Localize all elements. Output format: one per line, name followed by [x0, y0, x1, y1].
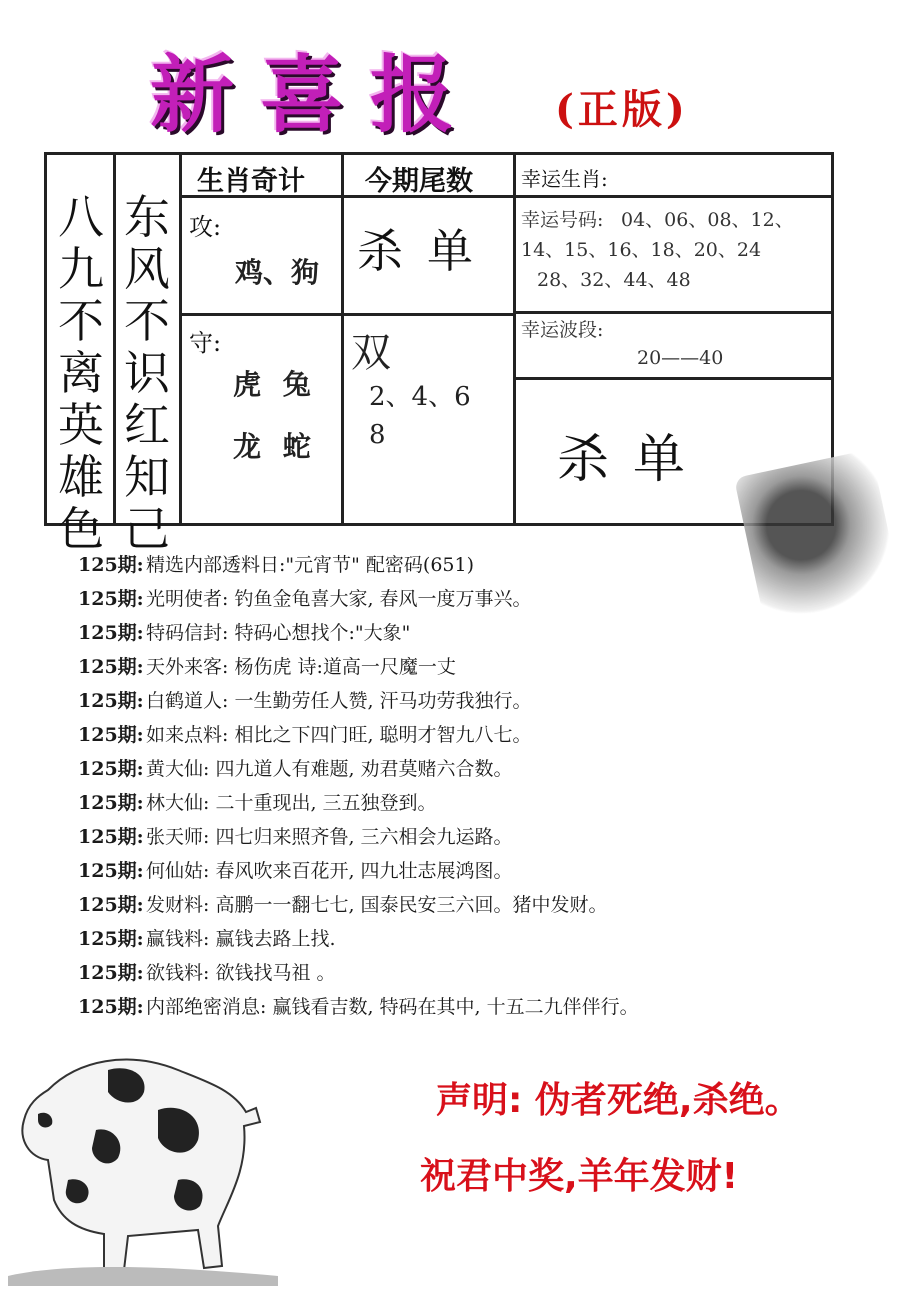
list-item: 125期: 天外来客: 杨伤虎 诗:道高一尺魔一丈	[78, 656, 456, 678]
lucky-numbers-line1: 04、06、08、12、	[621, 209, 794, 231]
page-title: 新喜报	[150, 45, 481, 144]
info-table	[44, 152, 834, 556]
defend-label: 守:	[189, 329, 222, 357]
attack-value: 鸡、狗	[235, 256, 320, 289]
cow-illustration	[8, 1030, 278, 1286]
list-item: 125期: 黄大仙: 四九道人有难题, 劝君莫赌六合数。	[78, 758, 513, 780]
tail-kill: 杀单	[357, 224, 497, 278]
edition-label: (正版)	[555, 86, 689, 133]
left-slogan-2: 东风不识红知己	[124, 190, 170, 556]
prediction-list	[78, 548, 838, 1024]
list-item: 125期: 特码信封: 特码心想找个:"大象"	[78, 622, 411, 644]
list-item: 125期: 白鹤道人: 一生勤劳任人赞, 汗马功劳我独行。	[78, 690, 532, 712]
list-item: 125期: 张天师: 四七归来照齐鲁, 三六相会九运路。	[78, 826, 513, 848]
list-item: 125期: 精选内部透料日:"元宵节" 配密码(651)	[78, 554, 475, 576]
list-item: 125期: 内部绝密消息: 赢钱看吉数, 特码在其中, 十五二九伴伴行。	[78, 996, 639, 1018]
list-item: 125期: 光明使者: 钓鱼金龟喜大家, 春风一度万事兴。	[78, 588, 532, 610]
even-numbers-1: 2、4、6	[369, 382, 471, 412]
lucky-range-label: 幸运波段:	[521, 319, 604, 341]
defend-value-2: 龙 蛇	[233, 430, 317, 463]
list-item: 125期: 欲钱料: 欲钱找马祖 。	[78, 962, 336, 984]
declaration-text: 声明: 伪者死绝,杀绝。	[436, 1080, 801, 1121]
big-kill: 杀单	[557, 430, 710, 490]
list-item: 125期: 如来点料: 相比之下四门旺, 聪明才智九八七。	[78, 724, 532, 746]
even-label: 双	[351, 330, 391, 376]
zodiac-header: 生肖奇计	[197, 166, 305, 197]
lucky-range-value: 20——40	[637, 347, 724, 369]
lucky-numbers-line2: 14、15、16、18、20、24	[521, 239, 762, 261]
lucky-zodiac-label: 幸运生肖:	[521, 167, 608, 191]
blessing-text: 祝君中奖,羊年发财!	[420, 1156, 739, 1197]
attack-label: 攻:	[189, 213, 222, 241]
list-item: 125期: 发财料: 高鹏一一翻七七, 国泰民安三六回。猪中发财。	[78, 894, 608, 916]
tail-header: 今期尾数	[365, 166, 473, 197]
defend-value-1: 虎 兔	[233, 368, 317, 401]
list-item: 125期: 林大仙: 二十重现出, 三五独登到。	[78, 792, 437, 814]
even-numbers-2: 8	[369, 420, 386, 450]
lucky-numbers-line3: 28、32、44、48	[537, 269, 691, 291]
left-slogan-1: 八九不离英雄色	[58, 190, 104, 556]
list-item: 125期: 赢钱料: 赢钱去路上找.	[78, 928, 336, 950]
list-item: 125期: 何仙姑: 春风吹来百花开, 四九壮志展鸿图。	[78, 860, 513, 882]
lucky-numbers-label: 幸运号码:	[521, 209, 604, 231]
